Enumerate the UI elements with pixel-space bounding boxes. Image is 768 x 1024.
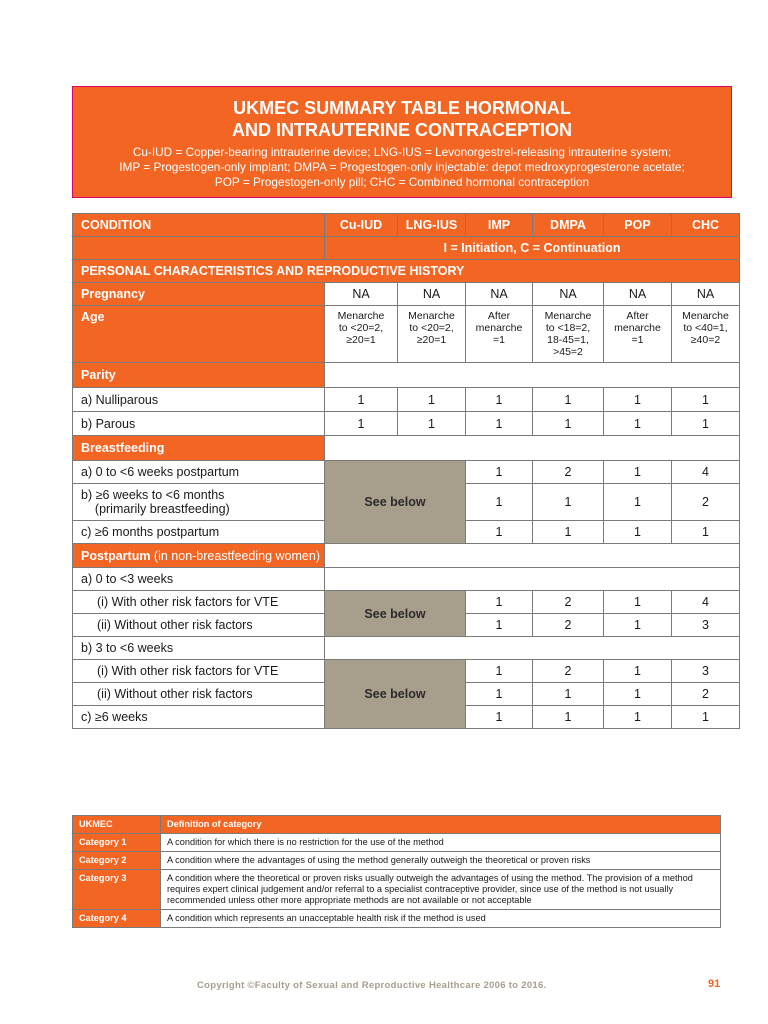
- abbr-line-2: IMP = Progestogen-only implant; DMPA = Progestogen-only injectable: depot medroxyprogesterone acetate;: [119, 160, 685, 174]
- table-row: [73, 306, 740, 363]
- row-label: (ii) Without other risk factors: [73, 683, 325, 706]
- ic-note: I = Initiation, C = Continuation: [325, 237, 740, 260]
- cell-value: 1: [604, 412, 672, 436]
- row-label: c) ≥6 weeks: [73, 706, 325, 729]
- cell-value: 4: [672, 461, 740, 484]
- cell-value: 1: [604, 683, 672, 706]
- row-label: Pregnancy: [73, 283, 325, 306]
- see-below-cell: See below: [325, 660, 466, 729]
- copyright-footer: Copyright ©Faculty of Sexual and Reproductive Healthcare 2006 to 2016.: [197, 980, 547, 991]
- method-header: LNG-IUS: [398, 214, 466, 237]
- cell-value: 2: [533, 660, 604, 683]
- legend-definition: A condition for which there is no restriction for the use of the method: [161, 834, 721, 852]
- table-row: [73, 568, 740, 591]
- row-label: Age: [73, 306, 325, 363]
- cell-value: NA: [604, 283, 672, 306]
- table-header-row: [73, 214, 740, 237]
- cell-value: 1: [466, 706, 533, 729]
- legend-row: [73, 870, 721, 910]
- title-banner: [72, 86, 732, 198]
- cell-value: 3: [672, 660, 740, 683]
- legend-category: Category 1: [73, 834, 161, 852]
- method-header: POP: [604, 214, 672, 237]
- cell-value: 1: [604, 461, 672, 484]
- cell-value: 1: [604, 388, 672, 412]
- cell-value: 1: [604, 614, 672, 637]
- ukmec-summary-table: [72, 213, 740, 729]
- row-label: c) ≥6 months postpartum: [73, 521, 325, 544]
- legend-row: [73, 834, 721, 852]
- cell-value: 1: [398, 412, 466, 436]
- legend-header-definition: Definition of category: [161, 816, 721, 834]
- ic-note-row: [73, 237, 740, 260]
- cell-value: 1: [604, 521, 672, 544]
- cell-value: 2: [672, 484, 740, 521]
- legend-definition: A condition where the advantages of using the method generally outweigh the theoretical or proven risks: [161, 852, 721, 870]
- cell-value: Menarche to <20=2, ≥20=1: [398, 306, 466, 363]
- cell-value: 1: [466, 461, 533, 484]
- cell-value: 1: [672, 412, 740, 436]
- cell-value: 1: [325, 412, 398, 436]
- cell-value: 1: [466, 683, 533, 706]
- cell-value: 1: [604, 591, 672, 614]
- row-label: b) Parous: [73, 412, 325, 436]
- cell-value: 1: [325, 388, 398, 412]
- row-label: (ii) Without other risk factors: [73, 614, 325, 637]
- table-row: [73, 660, 740, 683]
- table-row: [73, 436, 740, 461]
- table-row: [73, 637, 740, 660]
- legend-category: Category 3: [73, 870, 161, 910]
- abbr-line-1: Cu-IUD = Copper-bearing intrauterine device; LNG-IUS = Levonorgestrel-releasing intrauterine system;: [132, 145, 672, 159]
- legend-header-ukmec: UKMEC: [73, 816, 161, 834]
- legend-row: [73, 852, 721, 870]
- row-label: b) 3 to <6 weeks: [73, 637, 325, 660]
- legend-row: [73, 910, 721, 928]
- method-header: Cu-IUD: [325, 214, 398, 237]
- cell-value: 1: [466, 484, 533, 521]
- table-row: [73, 283, 740, 306]
- cell-value: 1: [533, 706, 604, 729]
- table-row: [73, 591, 740, 614]
- cell-value: 2: [533, 614, 604, 637]
- row-label: Postpartum (in non-breastfeeding women): [73, 544, 325, 568]
- category-legend-table: [72, 815, 721, 928]
- cell-value: 1: [672, 388, 740, 412]
- cell-value: 2: [533, 461, 604, 484]
- page-title: [73, 97, 731, 141]
- section-heading: PERSONAL CHARACTERISTICS AND REPRODUCTIVE HISTORY: [73, 260, 740, 283]
- cell-value: Menarche to <18=2, 18-45=1, >45=2: [533, 306, 604, 363]
- cell-value: NA: [325, 283, 398, 306]
- abbr-line-3: POP = Progestogen-only pill; CHC = Combined hormonal contraception: [214, 175, 590, 189]
- cell-value: Menarche to <40=1, ≥40=2: [672, 306, 740, 363]
- title-line-1: UKMEC SUMMARY TABLE HORMONAL: [233, 98, 571, 118]
- cell-value: NA: [466, 283, 533, 306]
- cell-value: NA: [672, 283, 740, 306]
- cell-value: 1: [533, 683, 604, 706]
- cell-value: 1: [466, 412, 533, 436]
- table-row: [73, 412, 740, 436]
- table-row: [73, 388, 740, 412]
- page-number: 91: [708, 978, 721, 990]
- cell-value: 1: [466, 591, 533, 614]
- cell-value: 1: [466, 388, 533, 412]
- cell-value: 1: [672, 521, 740, 544]
- cell-value: 1: [466, 660, 533, 683]
- method-header: CHC: [672, 214, 740, 237]
- cell-value: 4: [672, 591, 740, 614]
- legend-header-row: [73, 816, 721, 834]
- condition-header: CONDITION: [73, 214, 325, 237]
- cell-value: NA: [398, 283, 466, 306]
- row-label: b) ≥6 weeks to <6 months (primarily breastfeeding): [73, 484, 325, 521]
- cell-value: 1: [398, 388, 466, 412]
- cell-value: 1: [604, 660, 672, 683]
- cell-value: 1: [533, 412, 604, 436]
- legend-definition: A condition where the theoretical or proven risks usually outweigh the advantages of using the method. The provision of a method requires expert clinical judgement and/or referral to a specialist contraceptive provider, since use of the method is not usually recommended unless other more appropriate methods are not available or not acceptable: [161, 870, 721, 910]
- cell-value: 1: [533, 484, 604, 521]
- cell-value: After menarche =1: [466, 306, 533, 363]
- section-row: [73, 260, 740, 283]
- table-row: [73, 461, 740, 484]
- row-label: (i) With other risk factors for VTE: [73, 591, 325, 614]
- cell-value: 1: [466, 521, 533, 544]
- title-line-2: AND INTRAUTERINE CONTRACEPTION: [232, 120, 572, 140]
- cell-value: 1: [604, 706, 672, 729]
- cell-value: 1: [533, 521, 604, 544]
- see-below-cell: See below: [325, 591, 466, 637]
- cell-value: 2: [533, 591, 604, 614]
- table-row: [73, 544, 740, 568]
- cell-value: NA: [533, 283, 604, 306]
- cell-value: 2: [672, 683, 740, 706]
- cell-value: 1: [604, 484, 672, 521]
- row-label: (i) With other risk factors for VTE: [73, 660, 325, 683]
- abbreviations: [73, 145, 731, 190]
- legend-definition: A condition which represents an unacceptable health risk if the method is used: [161, 910, 721, 928]
- row-label: Parity: [73, 363, 325, 388]
- method-header: DMPA: [533, 214, 604, 237]
- see-below-cell: See below: [325, 461, 466, 544]
- cell-value: 1: [466, 614, 533, 637]
- cell-value: 1: [533, 388, 604, 412]
- method-header: IMP: [466, 214, 533, 237]
- cell-value: After menarche =1: [604, 306, 672, 363]
- cell-value: 3: [672, 614, 740, 637]
- row-label: a) 0 to <6 weeks postpartum: [73, 461, 325, 484]
- cell-value: 1: [672, 706, 740, 729]
- cell-value: Menarche to <20=2, ≥20=1: [325, 306, 398, 363]
- row-label: Breastfeeding: [73, 436, 325, 461]
- legend-category: Category 4: [73, 910, 161, 928]
- legend-category: Category 2: [73, 852, 161, 870]
- table-row: [73, 363, 740, 388]
- row-label: a) Nulliparous: [73, 388, 325, 412]
- row-label: a) 0 to <3 weeks: [73, 568, 325, 591]
